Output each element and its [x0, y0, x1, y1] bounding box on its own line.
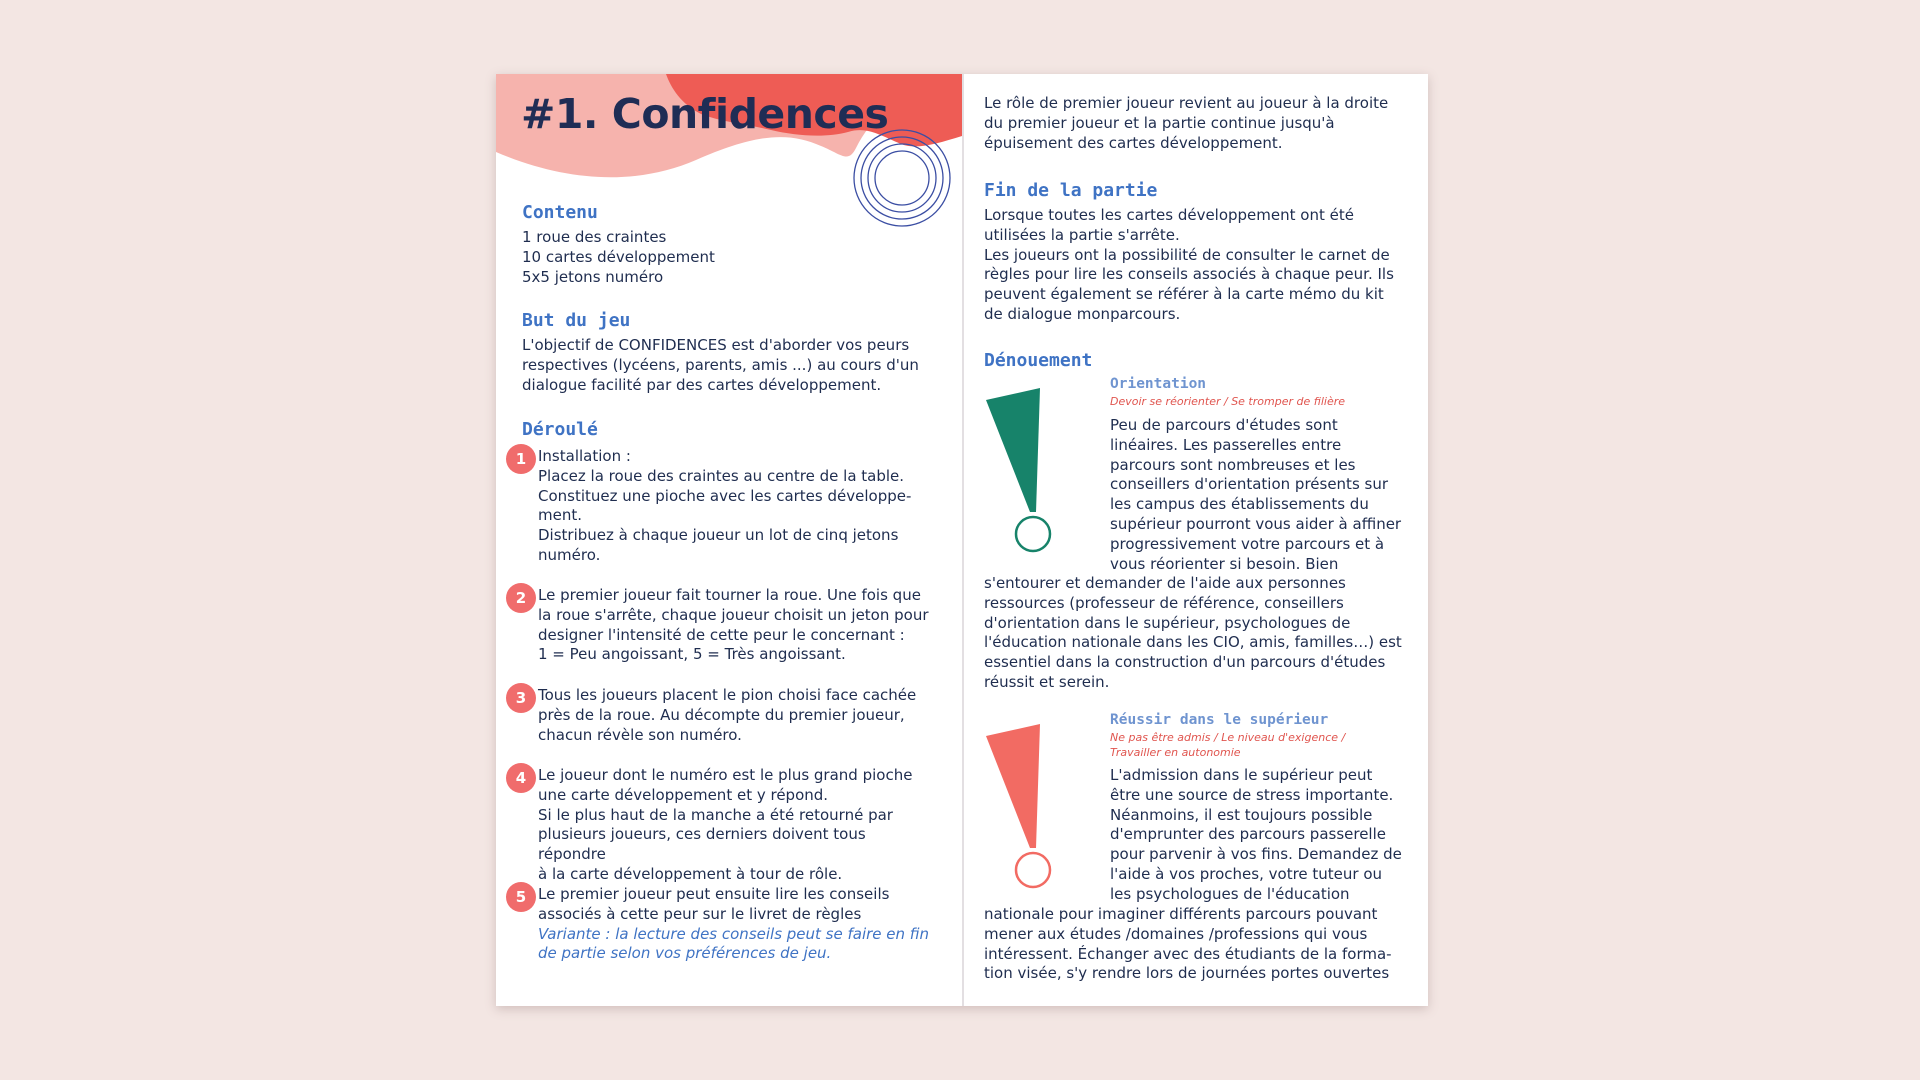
reussir-paragraph — [1110, 766, 1410, 905]
step-line: Si le plus haut de la manche a été retourné par — [538, 805, 893, 824]
exclamation-mark-orientation — [984, 388, 1068, 554]
fin-line: Lorsque toutes les cartes développement ont été — [984, 206, 1354, 224]
orientation-line: essentiel dans la construction d'un parcours d'études — [984, 653, 1386, 672]
step-number-badge: 2 — [506, 583, 536, 613]
but-line: dialogue facilité par des cartes développement. — [522, 375, 882, 394]
step-line: 1 = Peu angoissant, 5 = Très angoissant. — [538, 645, 846, 664]
variant-line: Variante : la lecture des conseils peut se faire en fin — [538, 924, 929, 943]
reussir-line: être une source de stress importante. — [1110, 785, 1394, 804]
step-line: Installation : — [538, 447, 631, 465]
step-line: ment. — [538, 506, 582, 525]
step-line: chacun révèle son numéro. — [538, 725, 742, 744]
contenu-item: 10 cartes développement — [522, 247, 715, 266]
reussir-line: Néanmoins, il est toujours possible — [1110, 805, 1373, 824]
orientation-line: s'entourer et demander de l'aide aux personnes — [984, 574, 1346, 592]
reussir-line: intéressent. Échanger avec des étudiants de la forma- — [984, 944, 1392, 963]
step-line: Le premier joueur peut ensuite lire les conseils — [538, 885, 890, 903]
fin-paragraph — [984, 206, 1414, 325]
orientation-tag: Devoir se réorienter / Se tromper de filière — [1110, 395, 1346, 408]
orientation-paragraph — [1110, 416, 1410, 574]
orientation-line: progressivement votre parcours et à — [1110, 534, 1385, 553]
orientation-line: les campus des établissements du — [1110, 495, 1369, 514]
reussir-paragraph-continued — [984, 905, 1414, 984]
contenu-list — [522, 228, 942, 287]
step-number-badge: 3 — [506, 683, 536, 713]
reussir-line: tion visée, s'y rendre lors de journées portes ouvertes — [984, 964, 1390, 983]
orientation-line: réussit et serein. — [984, 672, 1110, 691]
orientation-line: supérieur pourront vous aider à affiner — [1110, 514, 1402, 533]
but-line: respectives (lycéens, parents, amis ...) au cours d'un — [522, 355, 919, 374]
reussir-line: nationale pour imaginer différents parcours pouvant — [984, 905, 1378, 923]
step-line: numéro. — [538, 545, 601, 564]
orientation-line: vous réorienter si besoin. Bien — [1110, 554, 1339, 573]
step-line: Placez la roue des craintes au centre de la table. — [538, 466, 905, 485]
reussir-title: Réussir dans le supérieur — [1110, 712, 1329, 728]
step-text — [538, 885, 938, 964]
reussir-line: mener aux études /domaines /professions qui vous — [984, 924, 1368, 943]
orientation-line: parcours sont nombreuses et les — [1110, 455, 1356, 474]
orientation-line: d'orientation dans le supérieur, psychologues de — [984, 613, 1351, 632]
step-number-badge: 1 — [506, 444, 536, 474]
reussir-tag — [1110, 730, 1345, 760]
step-line: Le premier joueur fait tourner la roue. Une fois que — [538, 586, 921, 604]
step-line: à la carte développement à tour de rôle. — [538, 864, 843, 883]
intro-paragraph — [984, 94, 1414, 153]
right-page — [964, 74, 1428, 1006]
orientation-line: Peu de parcours d'études sont — [1110, 416, 1338, 434]
but-heading: But du jeu — [522, 310, 631, 331]
step-line: Constituez une pioche avec les cartes développe- — [538, 486, 912, 505]
reussir-line: d'emprunter des parcours passerelle — [1110, 825, 1386, 844]
reussir-line: les psychologues de l'éducation — [1110, 884, 1350, 903]
orientation-line: linéaires. Les passerelles entre — [1110, 435, 1342, 454]
step-line: la roue s'arrête, chaque joueur choisit un jeton pour — [538, 605, 929, 624]
orientation-line: conseillers d'orientation présents sur — [1110, 475, 1389, 494]
orientation-line: l'éducation nationale dans les CIO, amis, familles…) est — [984, 633, 1402, 652]
concentric-circles-decoration — [854, 130, 950, 226]
reussir-tag-line: Ne pas être admis / Le niveau d'exigence / — [1110, 731, 1346, 744]
variant-line: de partie selon vos préférences de jeu. — [538, 944, 832, 963]
orientation-title: Orientation — [1110, 376, 1207, 392]
reussir-line: L'admission dans le supérieur peut — [1110, 766, 1373, 784]
step-line: une carte développement et y répond. — [538, 785, 829, 804]
fin-line: règles pour lire les conseils associés à chaque peur. Ils — [984, 265, 1394, 284]
intro-line: Le rôle de premier joueur revient au joueur à la droite — [984, 94, 1389, 112]
but-line: L'objectif de CONFIDENCES est d'aborder vos peurs — [522, 336, 910, 354]
intro-line: épuisement des cartes développement. — [984, 133, 1283, 152]
fin-line: peuvent également se référer à la carte mémo du kit — [984, 285, 1384, 304]
contenu-item: 5x5 jetons numéro — [522, 267, 664, 286]
denouement-heading: Dénouement — [984, 350, 1093, 371]
step-line: près de la roue. Au décompte du premier joueur, — [538, 705, 905, 724]
orientation-paragraph-continued — [984, 574, 1414, 693]
contenu-heading: Contenu — [522, 202, 598, 223]
reussir-line: pour parvenir à vos fins. Demandez de — [1110, 845, 1402, 864]
step-text — [538, 766, 938, 885]
step-text — [538, 447, 938, 566]
reussir-tag-line: Travailler en autonomie — [1110, 746, 1241, 759]
step-line: Tous les joueurs placent le pion choisi face cachée — [538, 686, 917, 704]
step-number-badge: 4 — [506, 763, 536, 793]
left-page — [496, 74, 962, 1006]
page-title: #1. Confidences — [521, 90, 889, 138]
fin-line: utilisées la partie s'arrête. — [984, 225, 1180, 244]
step-line: Distribuez à chaque joueur un lot de cinq jetons — [538, 526, 899, 545]
contenu-item: 1 roue des craintes — [522, 228, 667, 246]
step-number-badge: 5 — [506, 882, 536, 912]
fin-line: Les joueurs ont la possibilité de consulter le carnet de — [984, 245, 1390, 264]
step-line: plusieurs joueurs, ces derniers doivent tous répondre — [538, 825, 866, 864]
step-line: Le joueur dont le numéro est le plus grand pioche — [538, 766, 913, 784]
reussir-line: l'aide à vos proches, votre tuteur ou — [1110, 864, 1383, 883]
exclamation-mark-reussir — [984, 724, 1068, 890]
deroule-heading: Déroulé — [522, 419, 598, 440]
step-text — [538, 586, 938, 665]
step-text — [538, 686, 938, 745]
fin-line: de dialogue monparcours. — [984, 304, 1181, 323]
rulebook-spread — [496, 74, 1428, 1006]
fin-heading: Fin de la partie — [984, 180, 1158, 201]
step-line: associés à cette peur sur le livret de règles — [538, 904, 862, 923]
step-line: designer l'intensité de cette peur le concernant : — [538, 625, 905, 644]
orientation-line: ressources (professeur de référence, conseillers — [984, 593, 1344, 612]
but-paragraph — [522, 336, 952, 395]
intro-line: du premier joueur et la partie continue jusqu'à — [984, 113, 1335, 132]
